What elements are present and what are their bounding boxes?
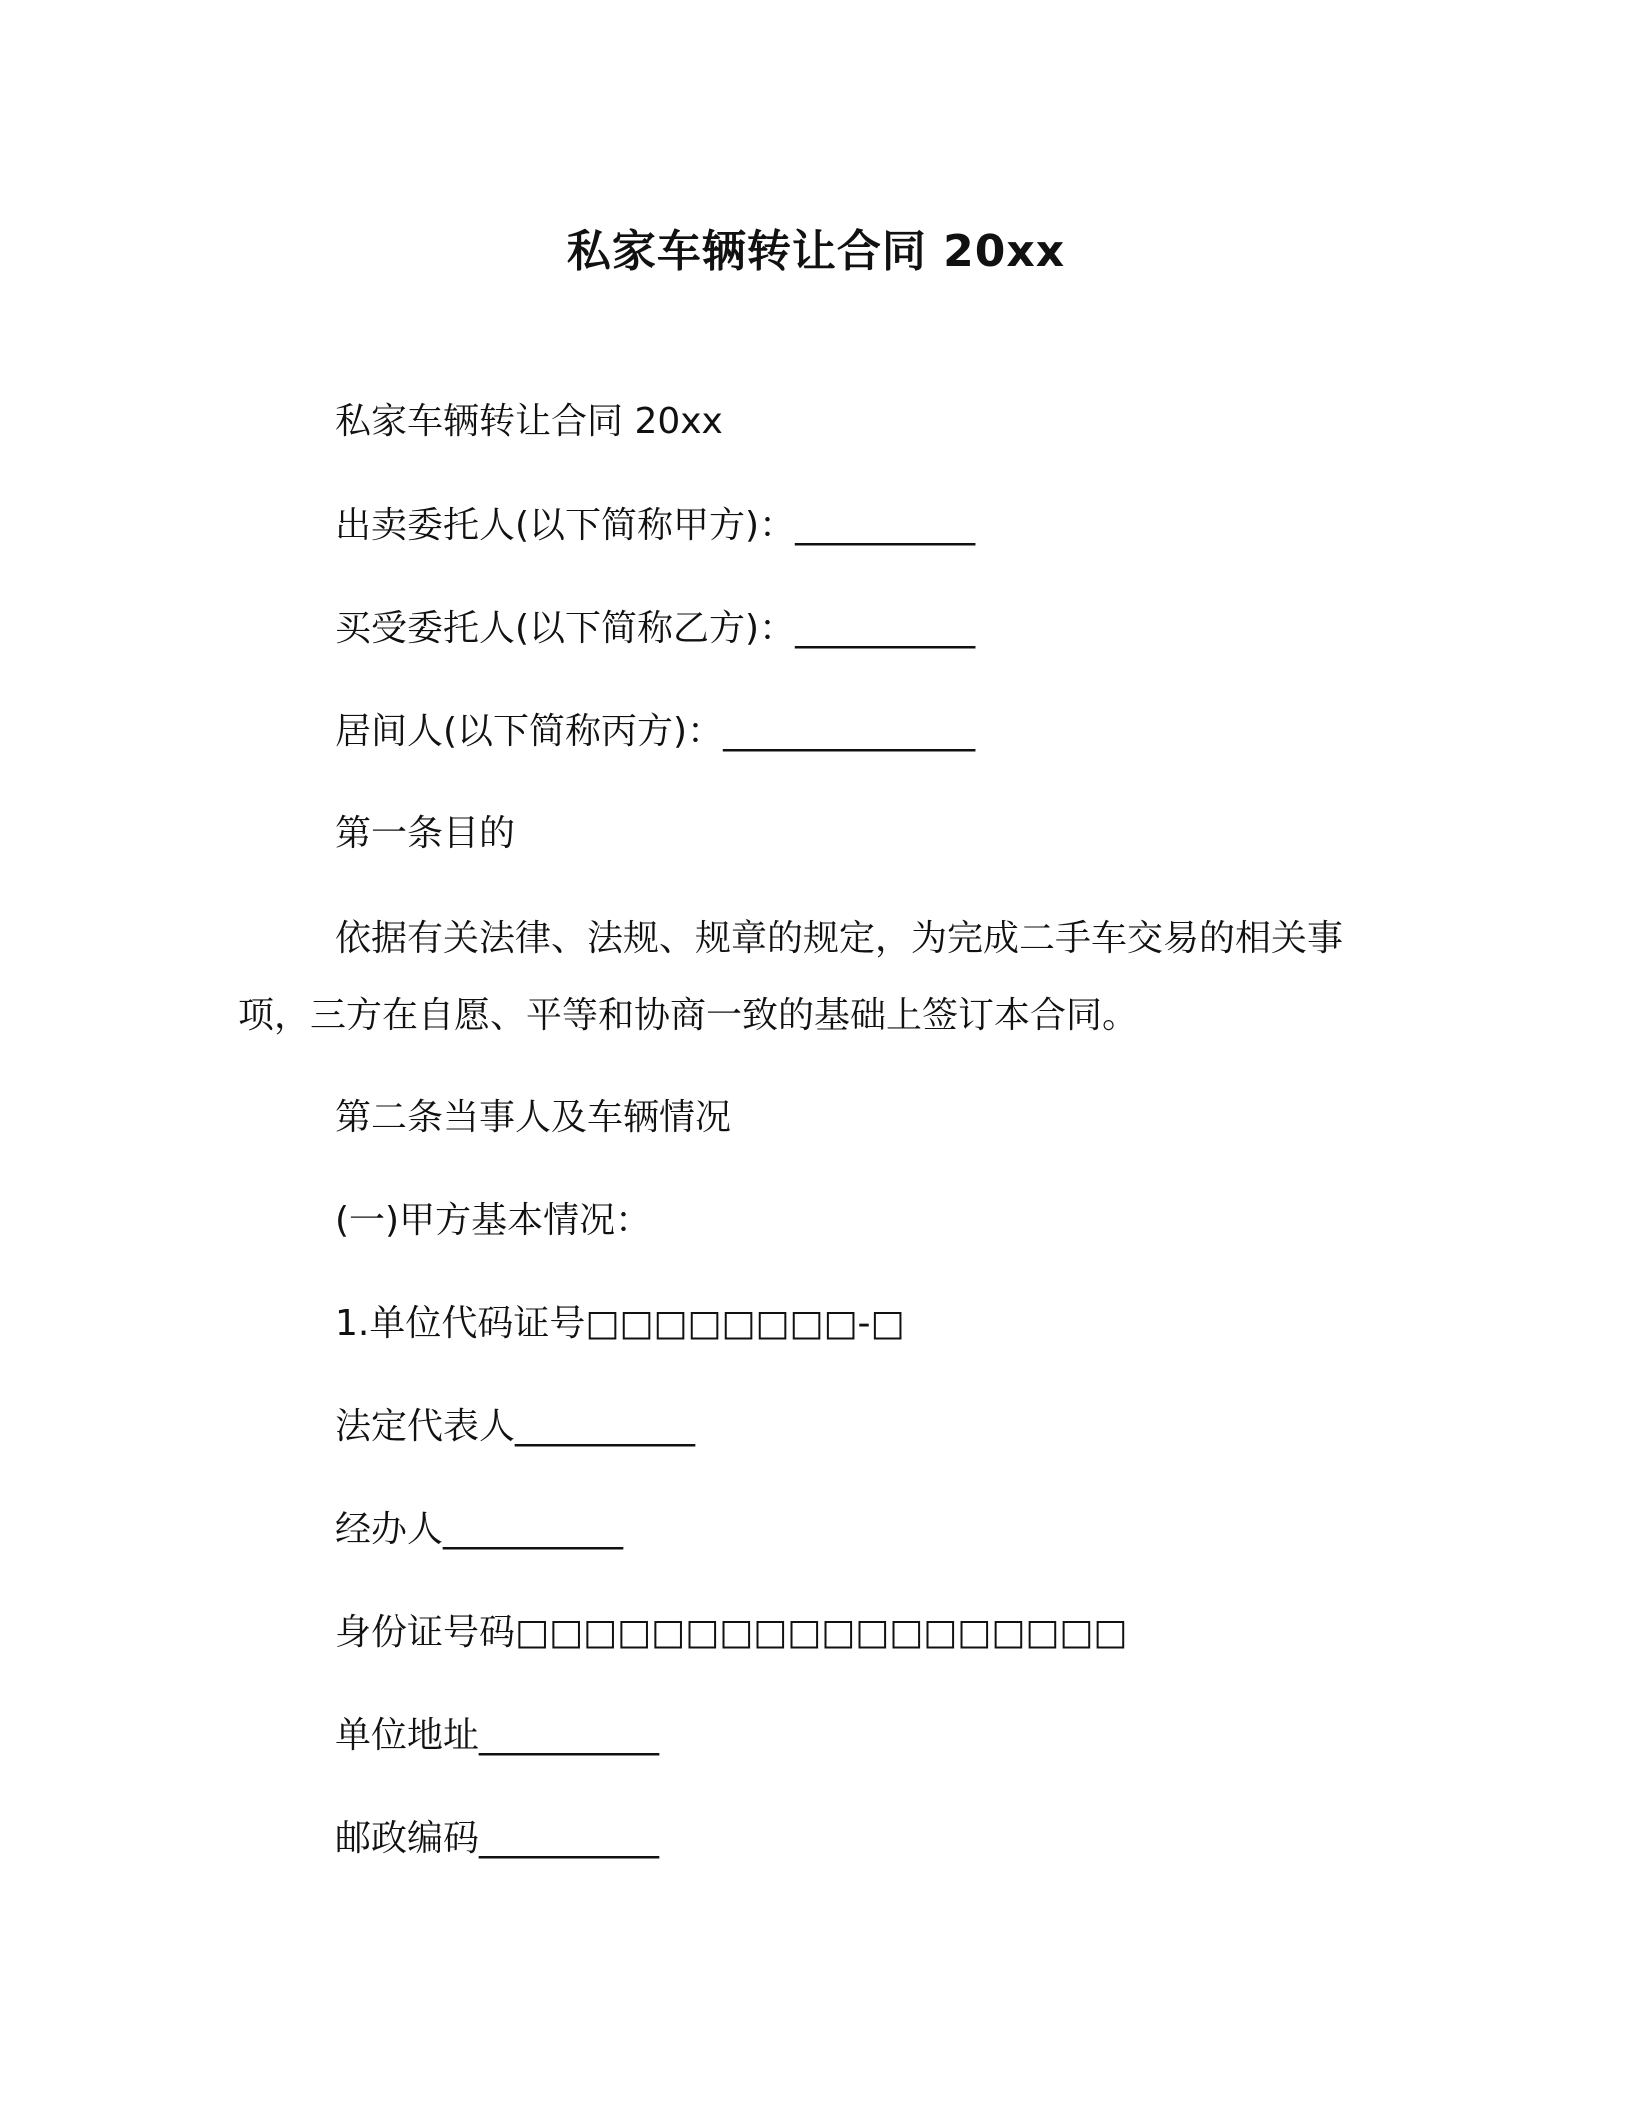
article-one-body: 依据有关法律、法规、规章的规定，为完成二手车交易的相关事项，三方在自愿、平等和协商一致的基础上签订本合同。 xyxy=(238,918,1344,1036)
document-title: 私家车辆转让合同 20xx xyxy=(566,226,1066,277)
article-two-heading: 第二条当事人及车辆情况 xyxy=(335,1097,732,1138)
subtitle-line: 私家车辆转让合同 20xx xyxy=(335,401,723,442)
id-number-line: 身份证号码□□□□□□□□□□□□□□□□□□ xyxy=(335,1612,1128,1653)
party-a-info-heading: (一)甲方基本情况： xyxy=(335,1200,652,1241)
article-one-heading: 第一条目的 xyxy=(335,813,516,854)
party-b-line: 买受委托人(以下简称乙方)：__________ xyxy=(335,608,976,649)
unit-address-line: 单位地址__________ xyxy=(335,1715,660,1756)
party-a-line: 出卖委托人(以下简称甲方)：__________ xyxy=(335,505,976,546)
party-c-line: 居间人(以下简称丙方)：______________ xyxy=(335,711,976,752)
unit-code-line: 1.单位代码证号□□□□□□□□-□ xyxy=(335,1303,905,1344)
legal-representative-line: 法定代表人__________ xyxy=(335,1406,696,1447)
postal-code-line: 邮政编码__________ xyxy=(335,1818,660,1859)
handler-line: 经办人__________ xyxy=(335,1509,624,1550)
